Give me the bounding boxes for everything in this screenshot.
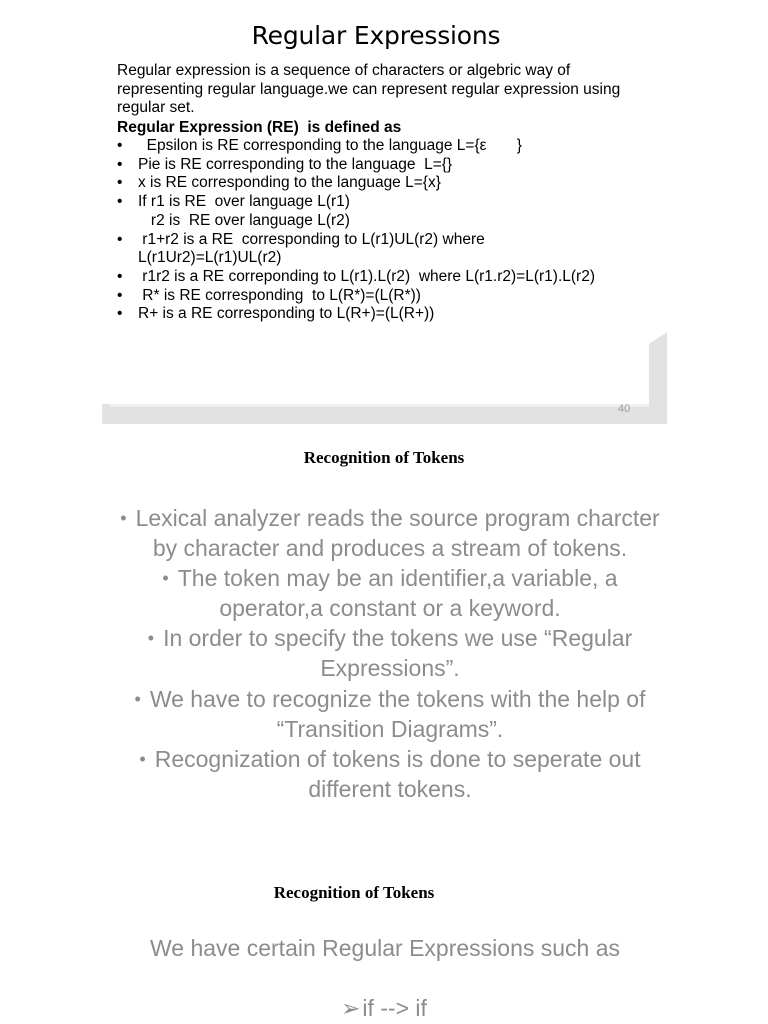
bullet-icon: • [117,174,123,192]
list-item [117,305,657,324]
list-item [117,156,657,175]
bullet-icon: • [134,688,141,709]
slide1-title: Regular Expressions [251,21,501,50]
list-item-text: Epsilon is RE corresponding to the language L={ε } [138,137,522,154]
bullet-icon: • [117,267,123,285]
slide2-bullet-list [110,503,670,804]
bullet-icon: • [147,628,155,649]
list-item [110,503,670,563]
list-item-text: R+ is a RE corresponding to L(R+)=(L(R+)) [138,305,435,323]
list-item [110,563,670,623]
list-item [117,231,657,268]
arrow-bullet-icon: ➢ [341,995,361,1021]
list-item [110,744,670,804]
slide3-intro-text: We have certain Regular Expressions such as [149,935,621,961]
list-item-text: Lexical analyzer reads the source program charcter by character and produces a stream of tokens. [135,505,660,562]
list-item-text: r1r2 is a RE correponding to L(r1).L(r2) where L(r1.r2)=L(r1).L(r2) [138,267,595,285]
list-item-text: r1+r2 is a RE corresponding to L(r1)UL(r2) where L(r1Ur2)=L(r1)UL(r2) [138,230,485,267]
list-item-text: We have to recognize the tokens with the help of “Transition Diagrams”. [149,685,646,742]
bullet-icon: • [117,230,123,248]
bullet-icon: • [117,137,123,154]
list-item-text: if --> if [362,995,427,1021]
bullet-icon: • [117,155,123,173]
slide-shadow-bottom-inner [110,404,649,407]
list-item-text: Recognization of tokens is done to seperate out different tokens. [154,745,641,802]
list-item-text: The token may be an identifier,a variable, a operator,a constant or a keyword. [177,565,618,622]
bullet-icon: • [139,748,146,769]
slide1-definition-heading: Regular Expression (RE) is defined as [117,119,402,136]
bullet-icon: • [117,286,123,304]
slide-shadow-bottom [102,404,667,424]
list-item [117,287,657,306]
slide1-page-number: 40 [618,403,631,415]
list-item [117,174,657,193]
slide1-intro-paragraph: Regular expression is a sequence of characters or algebric way of representing regular language.we can represent regular expression using regular set. [117,62,621,117]
list-item-text: R* is RE corresponding to L(R*)=(L(R*)) [138,286,421,304]
bullet-icon: • [120,508,127,528]
list-item [110,623,670,683]
list-item [117,268,657,287]
list-item [117,137,657,156]
slide3-title: Recognition of Tokens [273,883,435,902]
list-item [110,684,670,744]
list-item-text: In order to specify the tokens we use “Regular Expressions”. [163,625,633,682]
slide3-list-item [0,995,768,1022]
slide1-definition-list [117,137,657,324]
slide2-title: Recognition of Tokens [303,448,465,467]
list-item-text: If r1 is RE over language L(r1) r2 is RE over language L(r2) [138,193,350,229]
list-item-text: Pie is RE corresponding to the language L={} [138,155,453,173]
bullet-icon: • [117,193,123,211]
bullet-icon: • [162,568,169,589]
list-item [117,193,657,230]
list-item-text: x is RE corresponding to the language L={x} [138,174,441,192]
bullet-icon: • [117,305,123,323]
